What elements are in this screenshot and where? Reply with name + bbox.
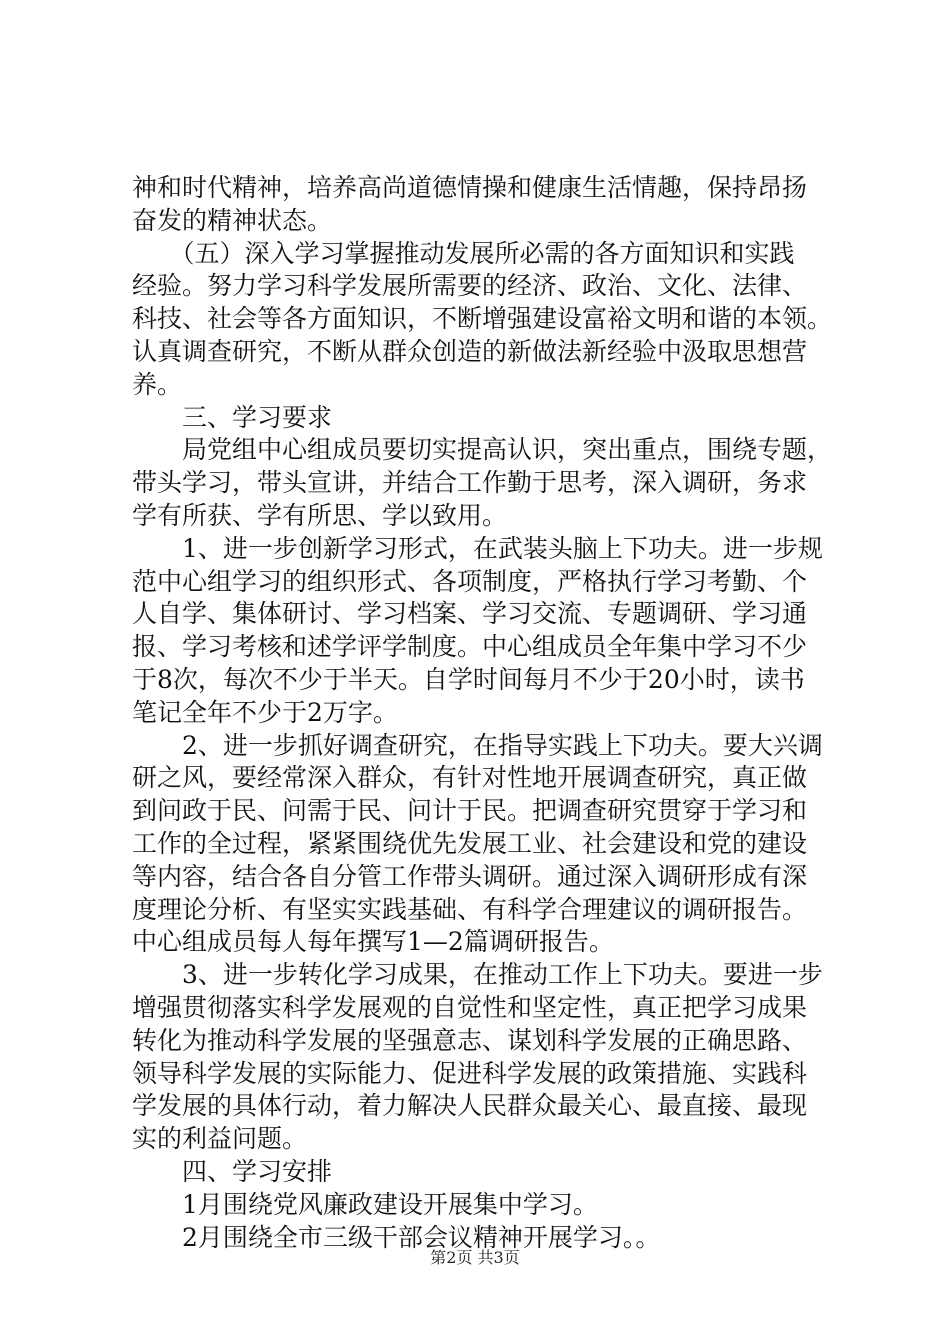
text-line: 四、学习安排 xyxy=(132,1156,333,1186)
text-line: 学有所获、学有所思、学以致用。 xyxy=(132,500,508,530)
text-line: 中心组成员每人每年撰写1—2篇调研报告。 xyxy=(132,927,614,957)
text-line: 3、进一步转化学习成果，在推动工作上下功夫。要进一步 xyxy=(132,960,823,990)
text-line: 奋发的精神状态。 xyxy=(132,205,333,235)
text-line: 科技、社会等各方面知识，不断增强建设富裕文明和谐的本领。 xyxy=(132,304,833,334)
text-line: 2月围绕全市三级干部会议精神开展学习。。 xyxy=(132,1222,661,1252)
text-line: 神和时代精神，培养高尚道德情操和健康生活情趣，保持昂扬 xyxy=(132,173,808,202)
text-line: 转化为推动科学发展的坚强意志、谋划科学发展的正确思路、 xyxy=(132,1025,808,1055)
text-line: 认真调查研究，不断从群众创造的新做法新经验中汲取思想营 xyxy=(132,336,808,366)
text-line: 1月围绕党风廉政建设开展集中学习。 xyxy=(132,1189,598,1219)
text-line: 三、学习要求 xyxy=(132,402,333,432)
text-line: 学发展的具体行动，着力解决人民群众最关心、最直接、最现 xyxy=(132,1091,808,1121)
text-line: 到问政于民、问需于民、问计于民。把调查研究贯穿于学习和 xyxy=(132,796,808,826)
text-line: 人自学、集体研讨、学习档案、学习交流、专题调研、学习通 xyxy=(132,599,808,629)
text-line: 范中心组学习的组织形式、各项制度，严格执行学习考勤、个 xyxy=(132,566,808,596)
text-line: 研之风，要经常深入群众，有针对性地开展调查研究，真正做 xyxy=(132,763,808,793)
text-line: 实的利益问题。 xyxy=(132,1124,308,1154)
text-line: （五）深入学习掌握推动发展所必需的各方面知识和实践 xyxy=(132,238,795,268)
text-line: 经验。努力学习科学发展所需要的经济、政治、文化、法律、 xyxy=(132,271,808,301)
text-line: 报、学习考核和述学评学制度。中心组成员全年集中学习不少 xyxy=(132,632,808,662)
text-line: 带头学习，带头宣讲，并结合工作勤于思考，深入调研，务求 xyxy=(132,468,808,498)
text-line: 工作的全过程，紧紧围绕优先发展工业、社会建设和党的建设 xyxy=(132,828,808,858)
text-line: 1、进一步创新学习形式，在武装头脑上下功夫。进一步规 xyxy=(132,533,823,563)
text-line: 笔记全年不少于2万字。 xyxy=(132,697,398,727)
text-line: 增强贯彻落实科学发展观的自觉性和坚定性，真正把学习成果 xyxy=(132,992,808,1022)
body-text xyxy=(132,172,852,1254)
text-line: 于8次，每次不少于半天。自学时间每月不少于20小时，读书 xyxy=(132,664,805,694)
page-footer: 第2页 共3页 xyxy=(430,1248,520,1267)
text-line: 等内容，结合各自分管工作带头调研。通过深入调研形成有深 xyxy=(132,861,808,891)
text-line: 养。 xyxy=(132,369,183,399)
text-line: 度理论分析、有坚实实践基础、有科学合理建议的调研报告。 xyxy=(132,894,808,924)
text-line: 局党组中心组成员要切实提高认识，突出重点，围绕专题， xyxy=(132,435,833,465)
text-line: 领导科学发展的实际能力、促进科学发展的政策措施、实践科 xyxy=(132,1058,808,1088)
text-line: 2、进一步抓好调查研究，在指导实践上下功夫。要大兴调 xyxy=(132,730,823,760)
